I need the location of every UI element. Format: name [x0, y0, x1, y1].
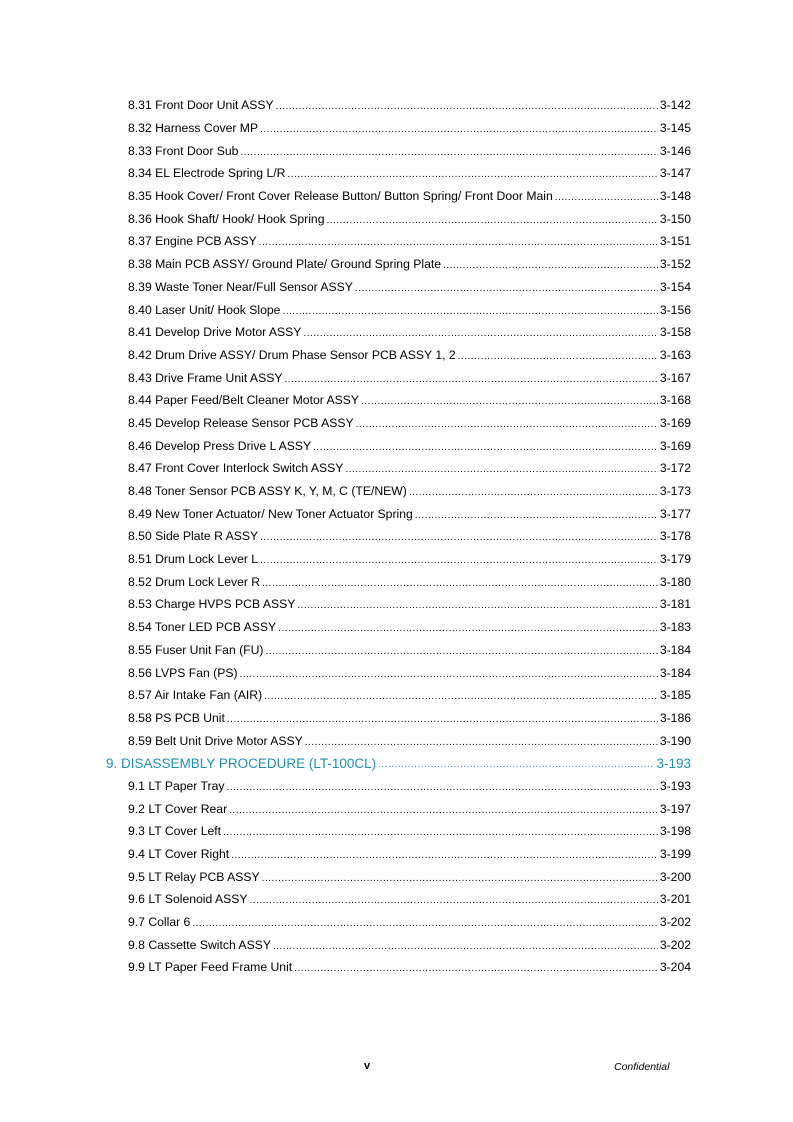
toc-entry[interactable]: [0, 94, 793, 117]
toc-entry[interactable]: [0, 502, 793, 525]
toc-entry-page: 3-184: [659, 665, 691, 680]
toc-entry-number: 8.35: [128, 189, 152, 204]
toc-entry-number: 9.5: [128, 869, 145, 884]
toc-entry-text: Engine PCB ASSY: [155, 234, 257, 249]
toc-entry-page: 3-198: [659, 824, 691, 839]
toc-entry-page: 3-173: [659, 484, 691, 499]
toc-entry-title: [128, 348, 456, 362]
toc-entry-title: [128, 870, 260, 884]
toc-dot-leader: [240, 670, 658, 680]
toc-entry-title: [128, 416, 354, 430]
toc-entry[interactable]: [0, 729, 793, 752]
toc-entry-page: 3-201: [659, 892, 691, 907]
toc-entry-text: LT Cover Rear: [148, 801, 228, 816]
toc-entry-title: [128, 597, 295, 611]
toc-dot-leader: [297, 601, 657, 611]
toc-entry-page: 3-199: [659, 847, 691, 862]
toc-entry-title: [128, 688, 262, 702]
toc-dot-leader: [409, 488, 658, 498]
toc-entry-page: 3-145: [659, 121, 691, 136]
toc-entry-page: 3-177: [659, 506, 691, 521]
toc-entry-title: [128, 234, 257, 248]
toc-entry-title: [128, 507, 413, 521]
toc-entry[interactable]: [0, 820, 793, 843]
toc-dot-leader: [223, 828, 658, 838]
toc-entry-text: Collar 6: [148, 915, 191, 930]
toc-entry-text: LT Cover Left: [148, 824, 222, 839]
toc-entry-text: Air Intake Fan (AIR): [154, 688, 263, 703]
toc-entry-page: 3-154: [659, 279, 691, 294]
toc-entry-number: 9.9: [128, 960, 145, 975]
toc-dot-leader: [259, 238, 658, 248]
toc-entry-page: 3-186: [659, 710, 691, 725]
toc-entry[interactable]: [0, 548, 793, 571]
toc-dot-leader: [326, 216, 657, 226]
toc-entry-title: [128, 280, 353, 294]
toc-entry-title: [128, 484, 407, 498]
toc-entry[interactable]: [0, 162, 793, 185]
toc-dot-leader: [378, 760, 654, 770]
toc-dot-leader: [227, 715, 658, 725]
toc-entry-text: Drum Lock Lever L: [155, 552, 259, 567]
toc-entry-number: 8.59: [128, 733, 152, 748]
toc-entry-page: 3-193: [659, 778, 691, 793]
toc-dot-leader: [226, 783, 657, 793]
toc-entry-page: 3-167: [659, 370, 691, 385]
toc-entry-text: Paper Feed/Belt Cleaner Motor ASSY: [155, 393, 360, 408]
toc-entry-number: 9.8: [128, 937, 145, 952]
toc-entry-title: [128, 960, 292, 974]
toc-entry-text: Harness Cover MP: [155, 121, 259, 136]
toc-entry-number: 8.33: [128, 143, 152, 158]
toc-dot-leader: [229, 806, 658, 816]
toc-entry-text: Toner LED PCB ASSY: [154, 620, 277, 635]
toc-entry-page: 3-148: [659, 189, 691, 204]
toc-entry[interactable]: [0, 956, 793, 979]
toc-entry-number: 8.56: [128, 665, 152, 680]
toc-entry-title: [128, 121, 258, 135]
toc-dot-leader: [250, 896, 658, 906]
toc-dot-leader: [231, 851, 658, 861]
toc-entry-number: 8.32: [128, 121, 152, 136]
toc-entry[interactable]: [0, 117, 793, 140]
toc-entry[interactable]: [0, 933, 793, 956]
toc-entry-number: 8.54: [128, 620, 152, 635]
toc-entry[interactable]: [0, 661, 793, 684]
toc-dot-leader: [303, 329, 657, 339]
toc-entry-number: 8.57: [128, 688, 152, 703]
toc-chapter-entry[interactable]: [0, 752, 793, 775]
toc-entry-number: 8.43: [128, 370, 152, 385]
toc-entry-page: 3-181: [659, 597, 691, 612]
toc-entry-page: 3-178: [659, 529, 691, 544]
toc-entry-text: Laser Unit/ Hook Slope: [155, 302, 281, 317]
toc-entry[interactable]: [0, 797, 793, 820]
toc-entry-page: 3-190: [659, 733, 691, 748]
toc-entry-number: 8.31: [128, 98, 152, 113]
toc-entry-number: 8.45: [128, 415, 152, 430]
toc-entry-page: 3-169: [659, 415, 691, 430]
toc-entry-number: 9.2: [128, 801, 145, 816]
table-of-contents: [0, 94, 793, 979]
toc-entry-text: Belt Unit Drive Motor ASSY: [155, 733, 303, 748]
toc-entry-number: 8.36: [128, 211, 152, 226]
toc-entry-text: New Toner Actuator/ New Toner Actuator Spring: [155, 506, 413, 521]
toc-entry-title: [128, 257, 441, 271]
toc-entry[interactable]: [0, 276, 793, 299]
toc-entry[interactable]: [0, 888, 793, 911]
toc-dot-leader: [273, 942, 658, 952]
toc-entry-page: 3-179: [659, 552, 691, 567]
toc-entry-text: LT Paper Feed Frame Unit: [148, 960, 293, 975]
toc-entry-title: [128, 393, 359, 407]
toc-entry-title: [128, 643, 263, 657]
toc-entry-number: 8.51: [128, 552, 152, 567]
toc-entry-number: 8.58: [128, 710, 152, 725]
toc-dot-leader: [305, 738, 658, 748]
toc-dot-leader: [265, 647, 657, 657]
toc-entry-text: Toner Sensor PCB ASSY K, Y, M, C (TE/NEW): [154, 484, 407, 499]
toc-entry[interactable]: [0, 253, 793, 276]
toc-entry-text: Front Door Unit ASSY: [155, 98, 274, 113]
toc-dot-leader: [276, 102, 658, 112]
toc-dot-leader: [284, 375, 657, 385]
toc-entry-number: 8.55: [128, 642, 152, 657]
toc-entry-text: LT Relay PCB ASSY: [148, 869, 260, 884]
toc-entry-title: [128, 325, 301, 339]
toc-entry-page: 3-202: [659, 937, 691, 952]
toc-dot-leader: [287, 170, 657, 180]
toc-entry-page: 3-184: [659, 642, 691, 657]
toc-entry-text: Side Plate R ASSY: [155, 529, 259, 544]
toc-entry-number: 8.46: [128, 438, 152, 453]
toc-entry[interactable]: [0, 525, 793, 548]
toc-entry[interactable]: [0, 457, 793, 480]
toc-dot-leader: [415, 511, 658, 521]
toc-entry-text: LT Cover Right: [148, 847, 230, 862]
toc-entry-title: [128, 371, 282, 385]
toc-entry-page: 3-169: [659, 438, 691, 453]
toc-entry-text: Charge HVPS PCB ASSY: [155, 597, 296, 612]
toc-entry[interactable]: [0, 139, 793, 162]
toc-entry-text: Fuser Unit Fan (FU): [155, 642, 264, 657]
toc-entry-text: Main PCB ASSY/ Ground Plate/ Ground Spring Plate: [155, 257, 442, 272]
toc-entry-text: LT Paper Tray: [148, 778, 225, 793]
toc-dot-leader: [278, 624, 658, 634]
toc-entry-page: 3-163: [659, 347, 691, 362]
footer-page-number: v: [364, 1060, 371, 1072]
toc-entry-number: 8.50: [128, 529, 152, 544]
toc-entry[interactable]: [0, 389, 793, 412]
toc-dot-leader: [262, 874, 658, 884]
toc-entry-title: [128, 552, 258, 566]
toc-entry-title: [128, 779, 224, 793]
toc-entry-title: [128, 711, 225, 725]
toc-entry-page: 3-156: [659, 302, 691, 317]
toc-entry-text: LT Solenoid ASSY: [148, 892, 248, 907]
toc-entry-text: Drive Frame Unit ASSY: [155, 370, 283, 385]
toc-entry-page: 3-172: [659, 461, 691, 476]
toc-entry[interactable]: [0, 865, 793, 888]
toc-entry-title: [128, 439, 311, 453]
toc-entry-title: [128, 575, 260, 589]
toc-dot-leader: [264, 692, 658, 702]
toc-entry-number: 9.7: [128, 915, 145, 930]
toc-entry-number: 9.3: [128, 824, 145, 839]
toc-entry-text: Front Cover Interlock Switch ASSY: [155, 461, 344, 476]
toc-entry-number: 8.41: [128, 325, 152, 340]
toc-entry-page: 3-202: [659, 915, 691, 930]
toc-entry-title: [128, 666, 238, 680]
toc-dot-leader: [260, 125, 658, 135]
toc-entry[interactable]: [0, 911, 793, 934]
toc-entry[interactable]: [0, 843, 793, 866]
toc-dot-leader: [260, 556, 658, 566]
toc-dot-leader: [361, 397, 658, 407]
toc-entry[interactable]: [0, 639, 793, 662]
toc-entry[interactable]: [0, 684, 793, 707]
toc-entry[interactable]: [0, 321, 793, 344]
toc-entry-number: 8.34: [128, 166, 152, 181]
toc-dot-leader: [313, 443, 658, 453]
toc-entry-page: 3-193: [656, 755, 691, 771]
toc-entry-number: 8.49: [128, 506, 152, 521]
toc-entry-page: 3-185: [659, 688, 691, 703]
toc-entry-page: 3-151: [659, 234, 691, 249]
toc-entry-text: DISASSEMBLY PROCEDURE (LT-100CL): [121, 755, 377, 771]
toc-entry-text: Front Door Sub: [155, 143, 239, 158]
toc-entry[interactable]: [0, 185, 793, 208]
toc-dot-leader: [356, 420, 658, 430]
toc-entry-page: 3-147: [659, 166, 691, 181]
toc-dot-leader: [260, 533, 658, 543]
toc-entry[interactable]: [0, 298, 793, 321]
toc-entry-title: [128, 98, 274, 112]
toc-entry-title: [128, 303, 280, 317]
toc-entry-title: [128, 938, 271, 952]
toc-dot-leader: [555, 193, 658, 203]
toc-entry[interactable]: [0, 570, 793, 593]
toc-entry-title: [128, 734, 303, 748]
toc-dot-leader: [443, 261, 658, 271]
toc-entry-number: 8.40: [128, 302, 152, 317]
toc-entry-page: 3-204: [659, 960, 691, 975]
toc-entry-text: Drum Drive ASSY/ Drum Phase Sensor PCB ASSY 1, 2: [155, 347, 456, 362]
toc-entry-text: Hook Shaft/ Hook/ Hook Spring: [155, 211, 325, 226]
toc-entry-page: 3-197: [659, 801, 691, 816]
toc-entry-number: 9.4: [128, 847, 145, 862]
toc-entry-text: Develop Press Drive L ASSY: [155, 438, 312, 453]
toc-entry-title: [128, 212, 324, 226]
toc-entry-page: 3-152: [659, 257, 691, 272]
toc-entry-title: [128, 892, 248, 906]
toc-entry-page: 3-168: [659, 393, 691, 408]
toc-entry-number: 8.37: [128, 234, 152, 249]
toc-entry-number: 8.39: [128, 279, 152, 294]
toc-entry-text: Hook Cover/ Front Cover Release Button/ Button Spring/ Front Door Main: [155, 189, 553, 204]
toc-entry-text: Develop Release Sensor PCB ASSY: [155, 415, 354, 430]
toc-entry-text: EL Electrode Spring L/R: [155, 166, 286, 181]
toc-entry-text: Drum Lock Lever R: [155, 574, 261, 589]
toc-entry-number: 8.38: [128, 257, 152, 272]
toc-entry-text: Cassette Switch ASSY: [148, 937, 271, 952]
toc-entry[interactable]: [0, 434, 793, 457]
toc-entry-page: 3-146: [659, 143, 691, 158]
toc-entry[interactable]: [0, 412, 793, 435]
toc-entry-page: 3-180: [659, 574, 691, 589]
toc-entry[interactable]: [0, 480, 793, 503]
toc-dot-leader: [345, 465, 657, 475]
toc-entry-number: 8.47: [128, 461, 152, 476]
toc-entry[interactable]: [0, 775, 793, 798]
toc-dot-leader: [294, 964, 658, 974]
toc-entry[interactable]: [0, 230, 793, 253]
toc-entry-page: 3-142: [659, 98, 691, 113]
toc-entry-title: [128, 461, 343, 475]
toc-entry-title: [128, 824, 221, 838]
toc-entry-title: [128, 189, 553, 203]
toc-entry-number: 8.52: [128, 574, 152, 589]
toc-entry[interactable]: [0, 344, 793, 367]
toc-entry-title: [128, 620, 276, 634]
toc-entry-number: 9.6: [128, 892, 145, 907]
toc-entry[interactable]: [0, 616, 793, 639]
toc-entry-title: [128, 529, 258, 543]
toc-entry-page: 3-158: [659, 325, 691, 340]
toc-entry-text: Develop Drive Motor ASSY: [155, 325, 302, 340]
toc-entry-page: 3-183: [659, 620, 691, 635]
toc-entry-text: LVPS Fan (PS): [155, 665, 238, 680]
toc-entry-text: PS PCB Unit: [155, 710, 225, 725]
toc-dot-leader: [240, 148, 657, 158]
footer-confidential: Confidential: [614, 1061, 670, 1073]
toc-entry[interactable]: [0, 207, 793, 230]
toc-dot-leader: [262, 579, 658, 589]
toc-entry-title: [128, 847, 229, 861]
toc-entry-number: 9.: [106, 755, 118, 771]
toc-entry-page: 3-200: [659, 869, 691, 884]
toc-dot-leader: [192, 919, 657, 929]
toc-entry-number: 8.48: [128, 484, 152, 499]
toc-dot-leader: [355, 284, 658, 294]
toc-entry[interactable]: [0, 366, 793, 389]
toc-entry-number: 9.1: [128, 778, 145, 793]
toc-entry-number: 8.53: [128, 597, 152, 612]
toc-entry-number: 8.44: [128, 393, 152, 408]
toc-entry-title: [128, 144, 238, 158]
toc-entry-title: [128, 915, 190, 929]
toc-entry-text: Waste Toner Near/Full Sensor ASSY: [155, 279, 353, 294]
toc-entry[interactable]: [0, 593, 793, 616]
toc-entry-title: [106, 756, 376, 771]
toc-entry-title: [128, 802, 227, 816]
toc-entry[interactable]: [0, 707, 793, 730]
toc-entry-number: 8.42: [128, 347, 152, 362]
toc-entry-title: [128, 166, 285, 180]
toc-dot-leader: [282, 307, 657, 317]
toc-entry-page: 3-150: [659, 211, 691, 226]
toc-dot-leader: [458, 352, 658, 362]
